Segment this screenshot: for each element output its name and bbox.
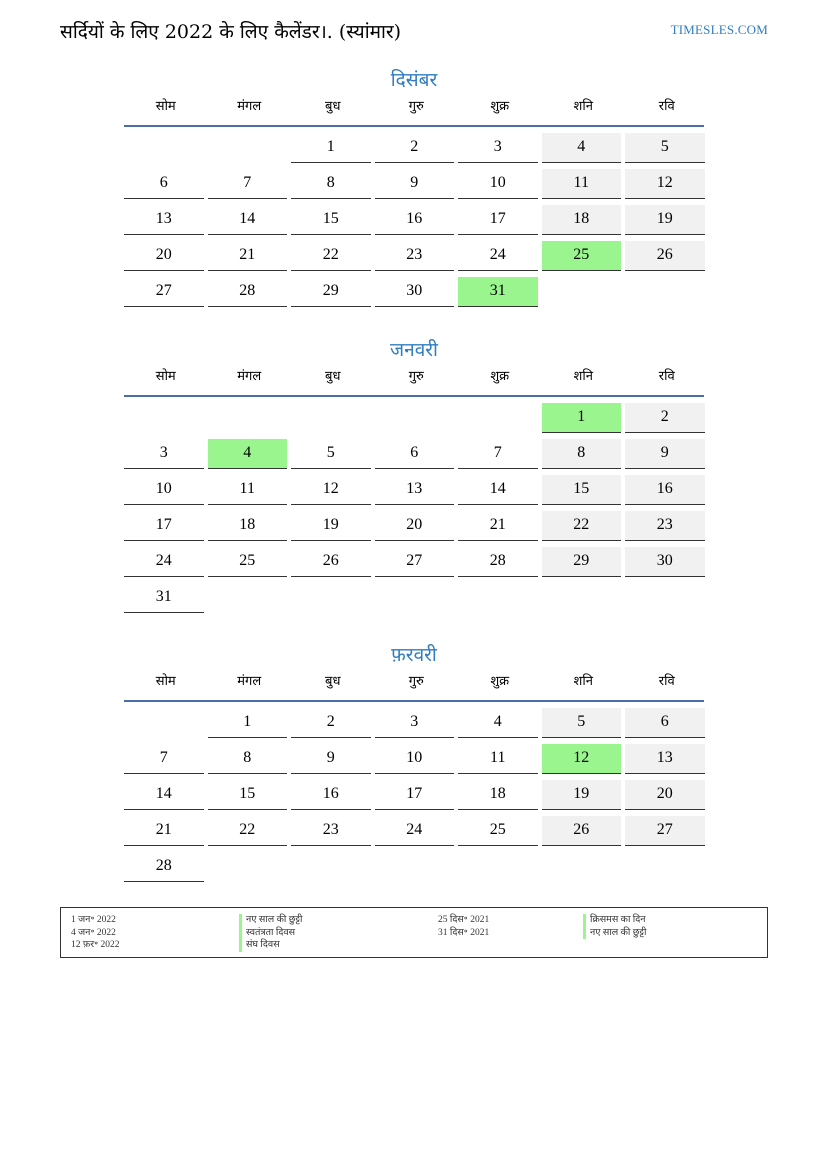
date[interactable]: 19 [291,511,371,541]
empty-day [291,403,371,433]
date[interactable]: 10 [124,475,204,505]
weekday-label: मंगल [237,99,262,114]
day-cell [291,577,375,613]
date[interactable]: 18 [458,780,538,810]
holiday-legend [60,907,768,958]
legend-date: 31 दिस॰ 2021 [438,927,490,938]
date[interactable]: 25 [208,547,288,577]
holiday-date[interactable]: 31 [458,277,538,307]
day-cell [542,702,626,738]
day-cell [542,774,626,810]
legend-dates-left [71,914,120,952]
day-cell [542,541,626,577]
legend-date: 12 फ़र॰ 2022 [71,940,120,950]
date[interactable]: 7 [208,169,288,199]
page-title: सर्दियों के लिए 2022 के लिए कैलेंडर।. (स्यांमार) [60,21,402,43]
day-cell [375,199,459,235]
month-december [124,66,704,307]
empty-day [625,852,705,882]
empty-day [208,852,288,882]
week-row [124,271,704,307]
empty-day [375,852,455,882]
day-cell [124,235,208,271]
month-february [124,641,704,882]
date[interactable]: 11 [458,744,538,774]
legend-holiday-name: स्वतंत्रता दिवस [239,927,303,940]
date[interactable]: 27 [375,547,455,577]
day-cell [625,810,709,846]
day-cell [291,774,375,810]
day-cell [291,541,375,577]
date[interactable]: 12 [625,169,705,199]
legend-holiday-name: नए साल की छुट्टी [239,914,303,927]
week-row [124,163,704,199]
date[interactable]: 3 [458,133,538,163]
day-cell [291,505,375,541]
weekday-label: गुरु [408,674,424,689]
empty-day [375,403,455,433]
day-cell [542,397,626,433]
week-row [124,127,704,163]
date[interactable]: 14 [208,205,288,235]
day-cell [625,541,709,577]
date[interactable]: 26 [625,241,705,271]
date[interactable]: 28 [124,852,204,882]
day-cell [458,127,542,163]
day-cell [124,738,208,774]
weekday-label: सोम [155,99,176,114]
date[interactable]: 13 [375,475,455,505]
week-row [124,846,704,882]
day-cell [124,505,208,541]
day-cell [124,397,208,433]
month-grid [124,702,704,882]
day-cell [291,271,375,307]
empty-day [458,852,538,882]
month-title: दिसंबर [390,69,438,91]
legend-holiday-name: नए साल की छुट्टी [583,927,647,940]
weekday-label: शनि [573,99,593,114]
date[interactable]: 3 [375,708,455,738]
day-cell [208,397,292,433]
day-cell [458,235,542,271]
week-row [124,397,704,433]
date[interactable]: 6 [375,439,455,469]
day-cell [375,163,459,199]
month-january [124,336,704,613]
weekday-header [124,98,704,127]
day-cell [542,505,626,541]
day-cell [625,702,709,738]
day-cell [291,127,375,163]
date[interactable]: 5 [625,133,705,163]
date[interactable]: 29 [542,547,622,577]
day-cell [625,127,709,163]
day-cell [208,810,292,846]
date[interactable]: 4 [458,708,538,738]
date[interactable]: 21 [124,816,204,846]
empty-day [124,133,204,163]
day-cell [458,810,542,846]
date[interactable]: 19 [625,205,705,235]
day-cell [291,469,375,505]
day-cell [625,271,709,307]
weekday-label: शनि [573,674,593,689]
date[interactable]: 27 [124,277,204,307]
day-cell [124,846,208,882]
day-cell [458,846,542,882]
day-cell [124,127,208,163]
date[interactable]: 28 [208,277,288,307]
date[interactable]: 25 [458,816,538,846]
week-row [124,505,704,541]
date[interactable]: 22 [208,816,288,846]
weekday-label: रवि [658,674,675,689]
weekday-label: बुध [325,369,341,384]
date[interactable]: 7 [124,744,204,774]
day-cell [291,702,375,738]
day-cell [375,469,459,505]
day-cell [375,774,459,810]
legend-holiday-name: क्रिसमस का दिन [583,914,647,927]
day-cell [208,774,292,810]
date[interactable]: 15 [291,205,371,235]
day-cell [375,738,459,774]
day-cell [458,738,542,774]
date[interactable]: 11 [208,475,288,505]
day-cell [375,271,459,307]
day-cell [124,774,208,810]
weekday-label: सोम [155,369,176,384]
empty-day [458,583,538,613]
day-cell [458,433,542,469]
day-cell [458,577,542,613]
week-row [124,235,704,271]
day-cell [291,235,375,271]
weekday-label: मंगल [237,674,262,689]
month-grid [124,397,704,613]
day-cell [291,810,375,846]
week-row [124,738,704,774]
date[interactable]: 24 [124,547,204,577]
date[interactable]: 30 [625,547,705,577]
date[interactable]: 23 [291,816,371,846]
weekday-label: बुध [325,674,341,689]
empty-day [291,583,371,613]
date[interactable]: 20 [625,780,705,810]
date[interactable]: 12 [291,475,371,505]
day-cell [208,846,292,882]
day-cell [291,433,375,469]
day-cell [208,469,292,505]
weekday-label: गुरु [408,99,424,114]
day-cell [458,163,542,199]
day-cell [291,199,375,235]
holiday-date[interactable]: 4 [208,439,288,469]
date[interactable]: 11 [542,169,622,199]
day-cell [208,271,292,307]
day-cell [625,577,709,613]
day-cell [542,127,626,163]
week-row [124,774,704,810]
day-cell [625,199,709,235]
weekday-label: शुक्र [490,99,510,114]
day-cell [458,469,542,505]
day-cell [458,271,542,307]
date[interactable]: 17 [458,205,538,235]
day-cell [124,271,208,307]
day-cell [625,774,709,810]
date[interactable]: 8 [291,169,371,199]
site-link[interactable]: TIMESLES.COM [670,22,768,37]
date[interactable]: 28 [458,547,538,577]
legend-date: 1 जन॰ 2022 [71,915,116,925]
day-cell [625,235,709,271]
day-cell [208,505,292,541]
date[interactable]: 6 [124,169,204,199]
holiday-date[interactable]: 1 [542,403,622,433]
weekday-label: बुध [325,99,341,114]
day-cell [124,469,208,505]
weekday-label: रवि [658,99,675,114]
day-cell [625,846,709,882]
date[interactable]: 30 [375,277,455,307]
day-cell [375,505,459,541]
date[interactable]: 22 [291,241,371,271]
empty-day [208,133,288,163]
day-cell [458,774,542,810]
month-title: फ़रवरी [391,644,437,666]
day-cell [124,541,208,577]
date[interactable]: 6 [625,708,705,738]
legend-date: 25 दिस॰ 2021 [438,915,490,925]
weekday-label: रवि [658,369,675,384]
empty-day [375,583,455,613]
date[interactable]: 22 [542,511,622,541]
date[interactable]: 13 [625,744,705,774]
empty-day [542,852,622,882]
empty-day [625,583,705,613]
date[interactable]: 2 [375,133,455,163]
weekday-label: शुक्र [490,674,510,689]
day-cell [124,810,208,846]
empty-day [542,583,622,613]
day-cell [542,163,626,199]
date[interactable]: 8 [542,439,622,469]
legend-dates-right [438,914,489,939]
date[interactable]: 3 [124,439,204,469]
day-cell [542,271,626,307]
holiday-date[interactable]: 25 [542,241,622,271]
day-cell [625,397,709,433]
day-cell [375,810,459,846]
date[interactable]: 18 [542,205,622,235]
date[interactable]: 21 [208,241,288,271]
date[interactable]: 5 [291,439,371,469]
day-cell [291,163,375,199]
date[interactable]: 23 [625,511,705,541]
weekday-label: मंगल [237,369,262,384]
day-cell [208,738,292,774]
day-cell [542,235,626,271]
date[interactable]: 14 [124,780,204,810]
day-cell [291,738,375,774]
day-cell [625,505,709,541]
day-cell [208,163,292,199]
day-cell [208,702,292,738]
day-cell [208,541,292,577]
date[interactable]: 18 [208,511,288,541]
date[interactable]: 17 [124,511,204,541]
day-cell [458,702,542,738]
day-cell [542,738,626,774]
empty-day [542,277,622,307]
week-row [124,577,704,613]
day-cell [375,702,459,738]
week-row [124,810,704,846]
day-cell [458,505,542,541]
day-cell [291,397,375,433]
date[interactable]: 9 [375,169,455,199]
date[interactable]: 15 [542,475,622,505]
date[interactable]: 1 [208,708,288,738]
date[interactable]: 24 [458,241,538,271]
day-cell [375,541,459,577]
day-cell [625,163,709,199]
legend-date: 4 जन॰ 2022 [71,927,116,938]
date[interactable]: 16 [625,475,705,505]
date[interactable]: 23 [375,241,455,271]
week-row [124,199,704,235]
day-cell [625,469,709,505]
date[interactable]: 13 [124,205,204,235]
weekday-header [124,368,704,397]
day-cell [124,433,208,469]
date[interactable]: 1 [291,133,371,163]
empty-day [124,708,204,738]
month-grid [124,127,704,307]
day-cell [542,469,626,505]
date[interactable]: 16 [291,780,371,810]
date[interactable]: 7 [458,439,538,469]
date[interactable]: 19 [542,780,622,810]
date[interactable]: 9 [625,439,705,469]
week-row [124,469,704,505]
day-cell [542,199,626,235]
day-cell [542,846,626,882]
date[interactable]: 27 [625,816,705,846]
day-cell [542,577,626,613]
day-cell [375,433,459,469]
holiday-date[interactable]: 12 [542,744,622,774]
month-title: जनवरी [390,339,438,361]
day-cell [625,433,709,469]
weekday-label: सोम [155,674,176,689]
day-cell [124,702,208,738]
date[interactable]: 17 [375,780,455,810]
day-cell [124,199,208,235]
date[interactable]: 10 [458,169,538,199]
legend-names-left [239,914,303,952]
empty-day [625,277,705,307]
date[interactable]: 29 [291,277,371,307]
date[interactable]: 31 [124,583,204,613]
day-cell [375,235,459,271]
day-cell [208,127,292,163]
day-cell [542,433,626,469]
week-row [124,541,704,577]
day-cell [124,577,208,613]
weekday-label: शुक्र [490,369,510,384]
date[interactable]: 8 [208,744,288,774]
date[interactable]: 2 [291,708,371,738]
day-cell [458,541,542,577]
empty-day [458,403,538,433]
day-cell [291,846,375,882]
date[interactable]: 5 [542,708,622,738]
week-row [124,702,704,738]
day-cell [208,235,292,271]
weekday-label: गुरु [408,369,424,384]
day-cell [124,163,208,199]
empty-day [124,403,204,433]
day-cell [542,810,626,846]
empty-day [291,852,371,882]
date[interactable]: 4 [542,133,622,163]
date[interactable]: 10 [375,744,455,774]
day-cell [208,577,292,613]
day-cell [458,199,542,235]
date[interactable]: 20 [124,241,204,271]
date[interactable]: 16 [375,205,455,235]
day-cell [375,577,459,613]
weekday-label: शनि [573,369,593,384]
week-row [124,433,704,469]
day-cell [208,433,292,469]
date[interactable]: 15 [208,780,288,810]
day-cell [458,397,542,433]
date[interactable]: 14 [458,475,538,505]
day-cell [375,846,459,882]
date[interactable]: 26 [542,816,622,846]
day-cell [625,738,709,774]
day-cell [375,127,459,163]
empty-day [208,403,288,433]
date[interactable]: 9 [291,744,371,774]
weekday-header [124,673,704,702]
date[interactable]: 2 [625,403,705,433]
date[interactable]: 24 [375,816,455,846]
empty-day [208,583,288,613]
day-cell [375,397,459,433]
legend-holiday-name: संघ दिवस [239,939,303,952]
date[interactable]: 21 [458,511,538,541]
date[interactable]: 20 [375,511,455,541]
legend-names-right [583,914,647,939]
date[interactable]: 26 [291,547,371,577]
day-cell [208,199,292,235]
